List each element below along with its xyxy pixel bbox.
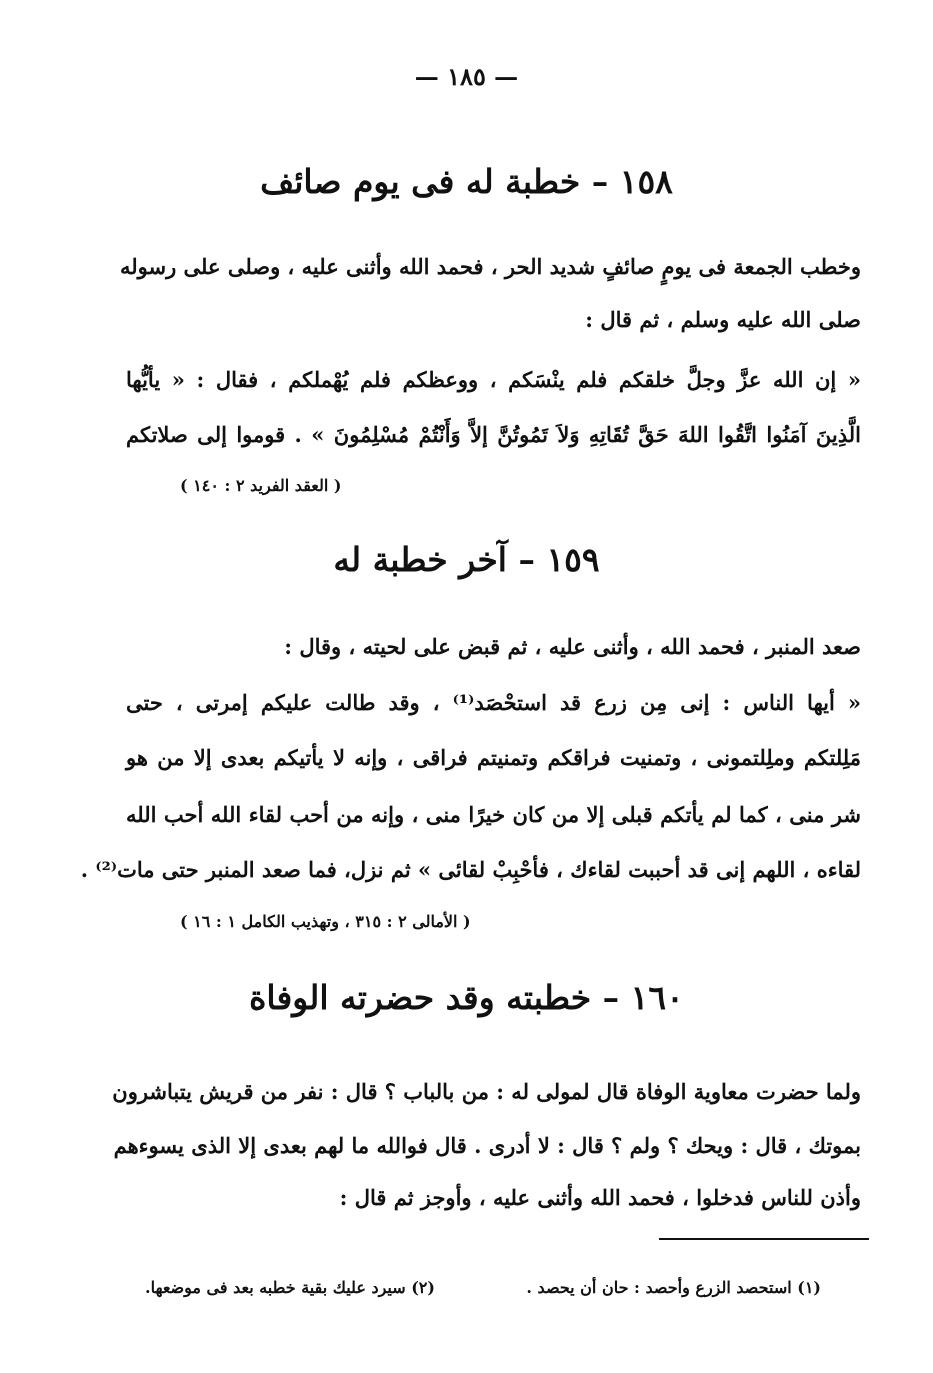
- text-line: صعد المنبر ، فحمد الله ، وأثنى عليه ، ثم قبض على لحيته ، وقال :: [284, 634, 861, 659]
- text-line: شر منى ، كما لم يأتكم قبلى إلا من كان خيرًا منى ، وإنه من أحب لقاء الله أحب الله: [126, 802, 861, 827]
- text-line: « إن الله عزَّ وجلَّ خلقكم فلم ينْسَكم ، ووعظكم فلم يُهْملكم ، فقال : « يأيُّها: [126, 367, 861, 392]
- text-line: مَلِلتكم وملِلتمونى ، وتمنيت فراقكم وتمنيتم فراقى ، وإنه لا يأتيكم بعدى إلا من هو: [126, 745, 861, 770]
- text-line: لقاءه ، اللهم إنى قد أحببت لقاءك ، فأحْبِبْ لقائى » ثم نزل، فما صعد المنبر حتى مات⁽²⁾ .: [80, 857, 861, 882]
- page-number: — ١٨٥ —: [414, 62, 519, 91]
- text-line: صلى الله عليه وسلم ، ثم قال :: [585, 307, 861, 332]
- source-citation: ( الأمالى ٢ : ٣١٥ ، وتهذيب الكامل ١ : ١٦ ): [180, 912, 471, 931]
- source-citation: ( العقد الفريد ٢ : ١٤٠ ): [180, 476, 342, 495]
- text-line: ولما حضرت معاوية الوفاة قال لمولى له : من بالباب ؟ قال : نفر من قريش يتباشرون: [112, 1079, 861, 1104]
- text-line: « أيها الناس : إنى مِن زرع قد استحْصَد⁽¹⁾ ، وقد طالت عليكم إمرتى ، حتى: [126, 690, 862, 715]
- text-line: الَّذِينَ آمَنُوا اتَّقُوا اللهَ حَقَّ تُقَاتِهِ وَلاَ تَمُوتُنَّ إلاَّ وَأَنْتُمْ مُسْلِمُونَ » . قوموا إلى صلاتكم: [126, 422, 861, 447]
- text-line: وخطب الجمعة فى يومٍ صائفٍ شديد الحر ، فحمد الله وأثنى عليه ، وصلى على رسوله: [119, 254, 861, 279]
- text-line: بموتك ، قال : ويحك ؟ ولم ؟ قال : لا أدرى . قال فوالله ما لهم بعدى إلا الذى يسوءهم: [113, 1133, 861, 1158]
- section-title-159: ١٥٩ – آخر خطبة له: [333, 540, 600, 579]
- section-title-158: ١٥٨ – خطبة له فى يوم صائف: [260, 162, 673, 201]
- section-title-160: ١٦٠ – خطبته وقد حضرته الوفاة: [249, 978, 684, 1017]
- text-line: وأذن للناس فدخلوا ، فحمد الله وأثنى عليه ، وأوجز ثم قال :: [339, 1185, 861, 1210]
- footnote-divider: [659, 1238, 869, 1240]
- footnote-2: (٢) سيرد عليك بقية خطبه بعد فى موضعها.: [145, 1278, 435, 1297]
- footnote-1: (١) استحصد الزرع وأحصد : حان أن يحصد .: [526, 1278, 821, 1297]
